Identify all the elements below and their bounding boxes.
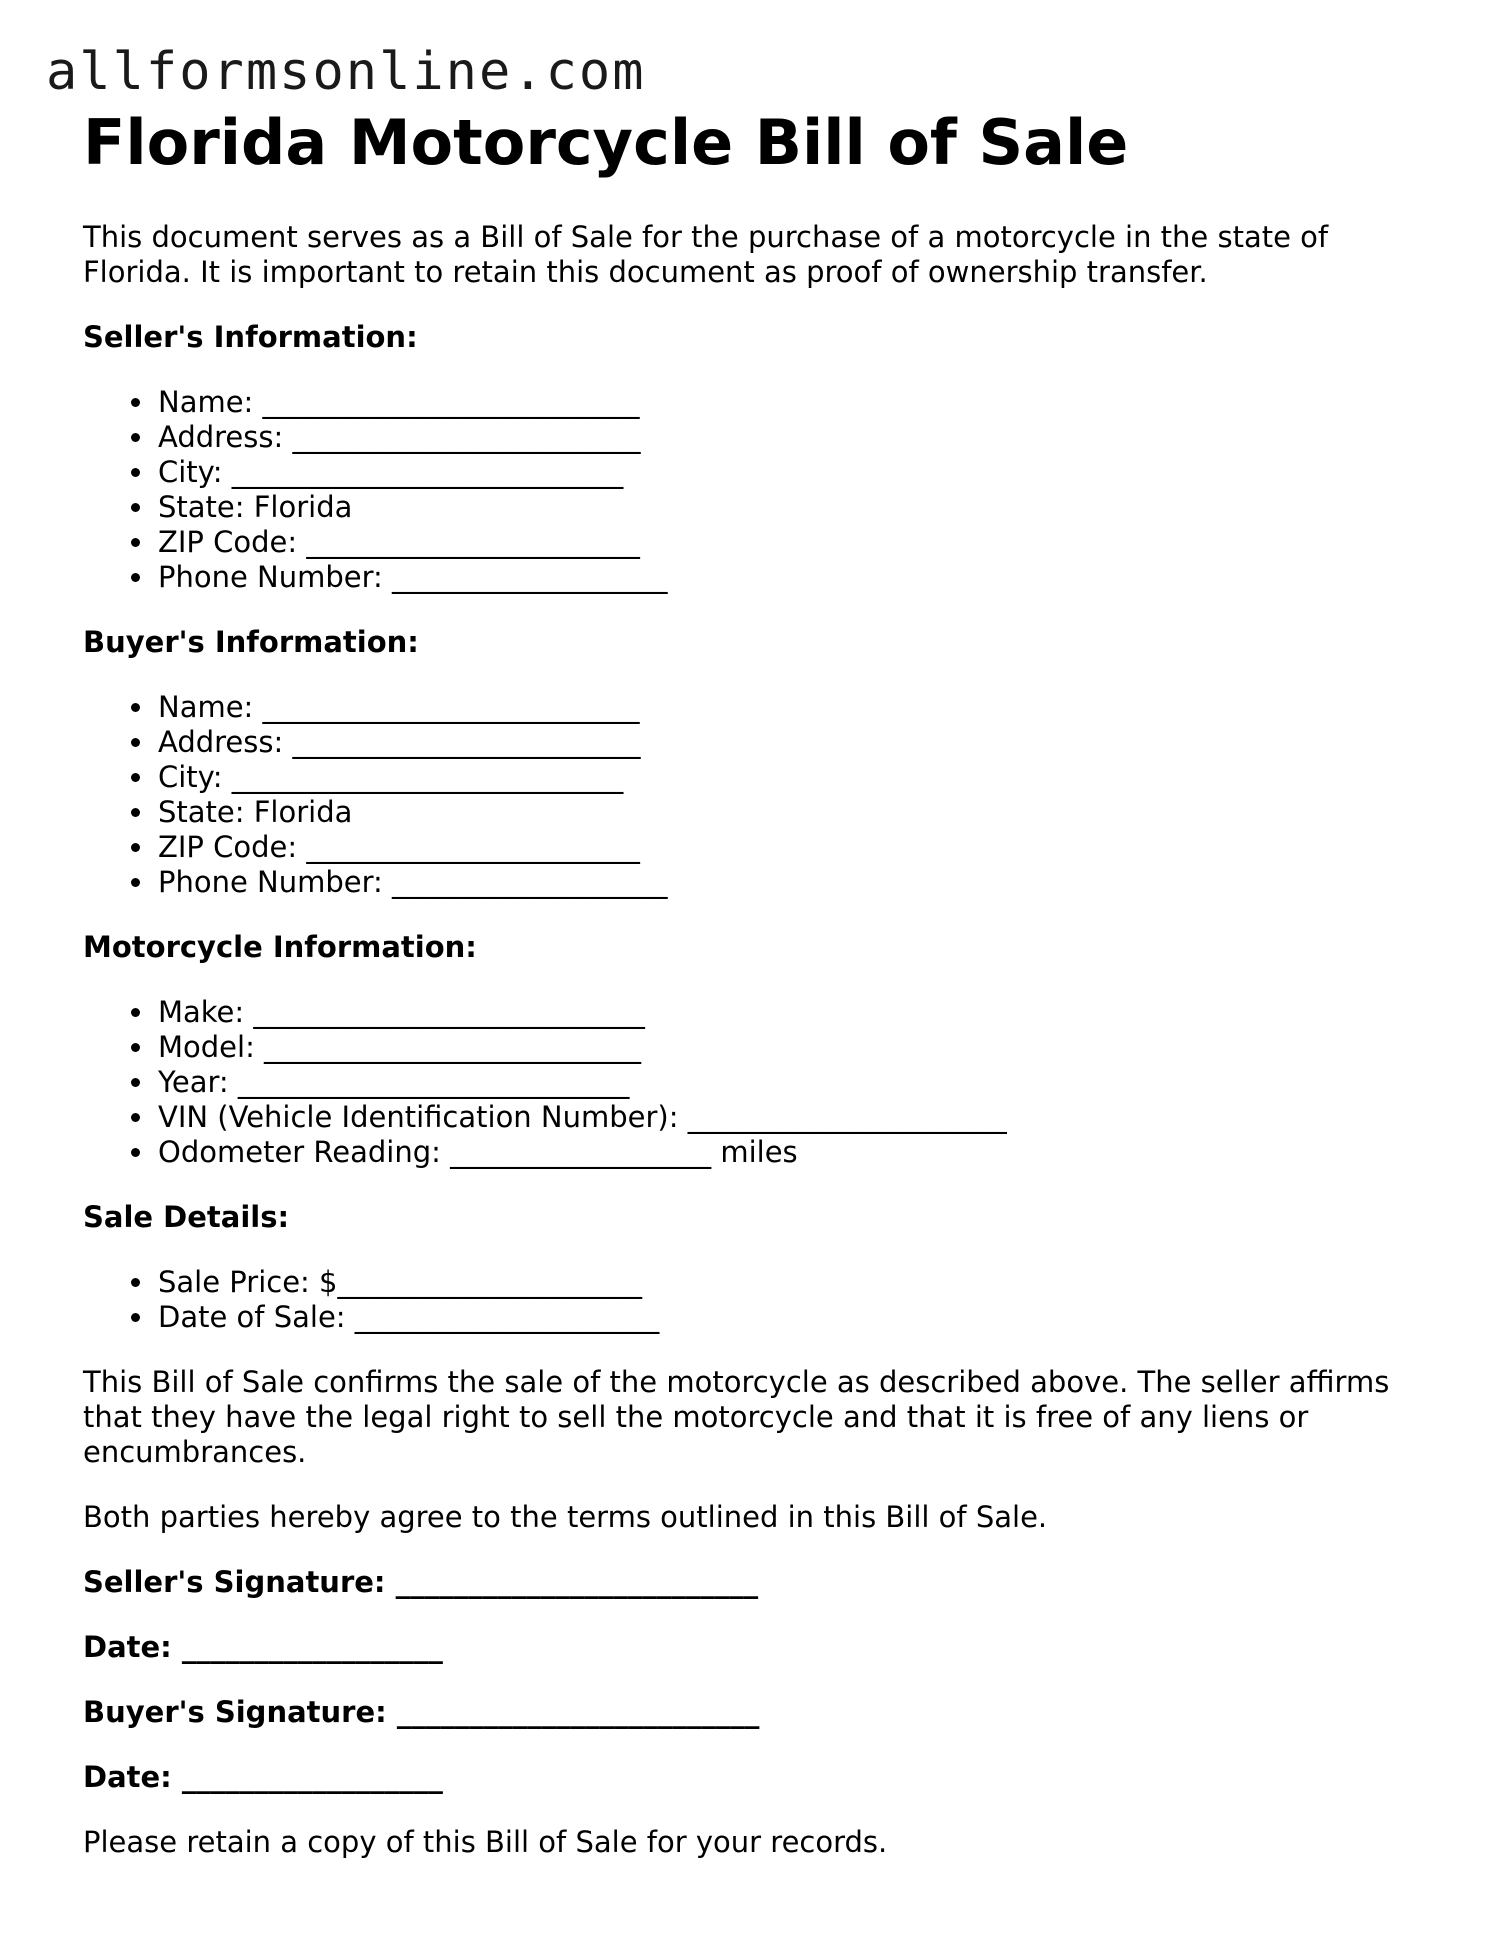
buyer-city-field[interactable]: • City: ___________________________	[156, 760, 1443, 795]
buyer-name-field[interactable]: • Name: __________________________	[156, 690, 1443, 725]
sale-section-heading: Sale Details:	[83, 1200, 290, 1234]
seller-city-field[interactable]: • City: ___________________________	[156, 455, 1443, 490]
buyer-date-line[interactable]: Date: __________________	[83, 1760, 443, 1794]
seller-date-line[interactable]: Date: __________________	[83, 1630, 443, 1664]
closing-paragraph: Please retain a copy of this Bill of Sale for your records.	[83, 1825, 888, 1859]
sale-date-field[interactable]: • Date of Sale: _____________________	[156, 1300, 1443, 1335]
buyer-zip-field[interactable]: • ZIP Code: _______________________	[156, 830, 1443, 865]
buyer-state-field: • State: Florida	[156, 795, 1443, 830]
seller-section-heading: Seller's Information:	[83, 320, 418, 354]
sale-price-field[interactable]: • Sale Price: $_____________________	[156, 1265, 1443, 1300]
document-body	[83, 108, 1443, 1860]
motorcycle-model-field[interactable]: • Model: __________________________	[156, 1030, 1443, 1065]
seller-signature-line[interactable]: Seller's Signature: _________________________	[83, 1565, 759, 1599]
page-title: Florida Motorcycle Bill of Sale	[83, 106, 1129, 179]
seller-zip-field[interactable]: • ZIP Code: _______________________	[156, 525, 1443, 560]
sale-fields-list	[83, 1265, 1443, 1335]
buyer-phone-field[interactable]: • Phone Number: ___________________	[156, 865, 1443, 900]
motorcycle-section-heading: Motorcycle Information:	[83, 930, 477, 964]
buyer-section-heading: Buyer's Information:	[83, 625, 419, 659]
seller-name-field[interactable]: • Name: __________________________	[156, 385, 1443, 420]
motorcycle-year-field[interactable]: • Year: ___________________________	[156, 1065, 1443, 1100]
seller-address-field[interactable]: • Address: ________________________	[156, 420, 1443, 455]
agreement-paragraph: Both parties hereby agree to the terms outlined in this Bill of Sale.	[83, 1500, 1048, 1534]
seller-phone-field[interactable]: • Phone Number: ___________________	[156, 560, 1443, 595]
motorcycle-fields-list	[83, 995, 1443, 1170]
buyer-address-field[interactable]: • Address: ________________________	[156, 725, 1443, 760]
seller-fields-list	[83, 385, 1443, 595]
intro-paragraph: This document serves as a Bill of Sale for the purchase of a motorcycle in the state of Florida. It is important to retain this document as proof of ownership transfer.	[83, 220, 1329, 289]
seller-state-field: • State: Florida	[156, 490, 1443, 525]
buyer-signature-line[interactable]: Buyer's Signature: _________________________	[83, 1695, 760, 1729]
confirmation-paragraph: This Bill of Sale confirms the sale of the motorcycle as described above. The seller affirms that they have the legal right to sell the motorcycle and that it is free of any liens or encumbrances.	[83, 1365, 1390, 1469]
motorcycle-make-field[interactable]: • Make: ___________________________	[156, 995, 1443, 1030]
motorcycle-odometer-field[interactable]: • Odometer Reading: __________________ miles	[156, 1135, 1443, 1170]
watermark-logo: allformsonline.com	[46, 42, 646, 102]
motorcycle-vin-field[interactable]: • VIN (Vehicle Identification Number): ______________________	[156, 1100, 1443, 1135]
buyer-fields-list	[83, 690, 1443, 900]
